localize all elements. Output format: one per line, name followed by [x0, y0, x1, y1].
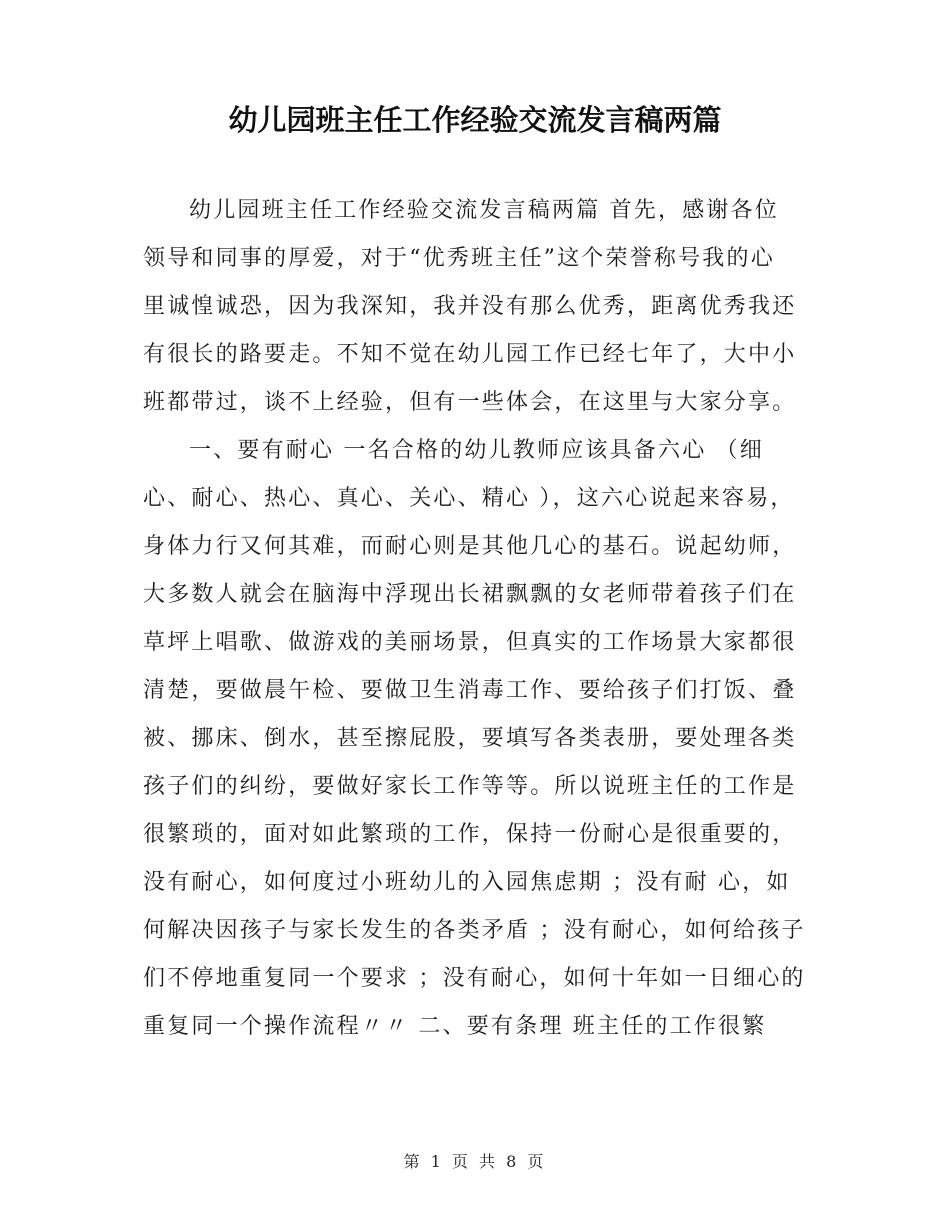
text-line: 孩子们的纠纷，要做好家长工作等等。所以说班主任的工作是: [143, 774, 797, 799]
document-body: [143, 187, 815, 1051]
text-line: 大多数人就会在脑海中浮现出长裙飘飘的女老师带着孩子们在: [143, 582, 797, 607]
text-line: 被、挪床、倒水，甚至擦屁股，要填写各类表册，要处理各类: [143, 726, 797, 751]
text-line: 们不停地重复同一个要求 ；没有耐心，如何十年如一日细心的: [143, 966, 806, 991]
page-number-footer: 第 1 页 共 8 页: [403, 1152, 547, 1171]
text-line: 很繁琐的，面对如此繁琐的工作，保持一份耐心是很重要的，: [143, 822, 797, 847]
text-line: 何解决因孩子与家长发生的各类矛盾 ；没有耐心，如何给孩子: [143, 918, 806, 943]
text-line: 草坪上唱歌、做游戏的美丽场景，但真实的工作场景大家都很: [143, 630, 797, 655]
text-line: 里诚惶诚恐，因为我深知，我并没有那么优秀，距离优秀我还: [143, 294, 797, 319]
document-title: 幼儿园班主任工作经验交流发言稿两篇: [228, 103, 722, 137]
text-line: 有很长的路要走。不知不觉在幼儿园工作已经七年了，大中小: [143, 342, 797, 367]
text-line: 一、要有耐心 一名合格的幼儿教师应该具备六心 （细: [189, 438, 764, 463]
text-line: 清楚，要做晨午检、要做卫生消毒工作、要给孩子们打饭、叠: [143, 678, 797, 703]
text-line: 班都带过，谈不上经验，但有一些体会，在这里与大家分享。: [143, 390, 797, 415]
text-line: 重复同一个操作流程〃〃 二、要有条理 班主任的工作很繁: [143, 1014, 767, 1039]
text-line: 领导和同事的厚爱，对于“优秀班主任”这个荣誉称号我的心: [143, 246, 775, 271]
text-line: 没有耐心，如何度过小班幼儿的入园焦虑期 ；没有耐 心，如: [143, 870, 791, 895]
text-line: 幼儿园班主任工作经验交流发言稿两篇 首先，感谢各位: [189, 198, 779, 223]
text-line: 心、耐心、热心、真心、关心、精心 ），这六心说起来容易，: [143, 486, 795, 511]
text-line: 身体力行又何其难，而耐心则是其他几心的基石。说起幼师，: [143, 534, 797, 559]
